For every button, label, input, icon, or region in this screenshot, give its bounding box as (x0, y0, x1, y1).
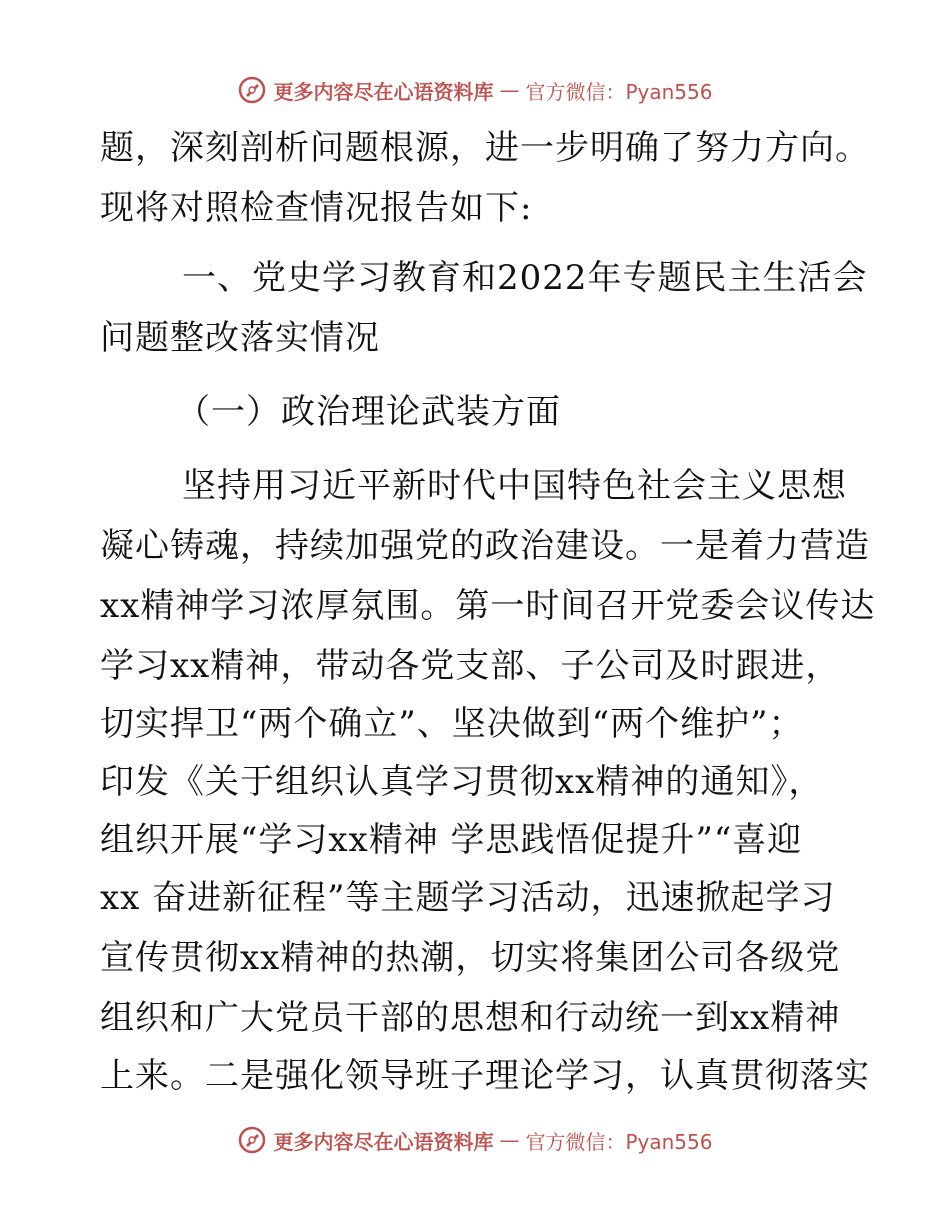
section-heading-line-1: 一、党史学习教育和2022年专题民主生活会 (182, 258, 868, 298)
header-wechat-text: 官方微信：Pyan556 (525, 79, 713, 104)
header-separator: — (499, 78, 520, 102)
body-line-12: 组织开展“学习xx精神 学思践悟促提升”“喜迎 (100, 820, 803, 860)
body-line-11: 印发《关于组织认真学习贯彻xx精神的通知》， (100, 762, 824, 802)
footer-watermark (0, 1120, 950, 1160)
section-heading-line-2: 问题整改落实情况 (100, 318, 380, 358)
body-line-2: 现将对照检查情况报告如下: (100, 188, 533, 228)
body-line-8: xx精神学习浓厚氛围。第一时间召开党委会议传达 (100, 586, 876, 626)
footer-separator: — (499, 1128, 520, 1152)
body-line-13: xx 奋进新征程”等主题学习活动，迅速掀起学习 (100, 878, 836, 918)
body-line-1: 题，深刻剖析问题根源，进一步明确了努力方向。 (100, 128, 870, 168)
header-watermark (0, 70, 950, 110)
quill-seal-logo (237, 1125, 267, 1155)
body-line-16: 上来。二是强化领导班子理论学习，认真贯彻落实 (100, 1056, 870, 1096)
footer-watermark-inner (237, 1125, 712, 1155)
quill-seal-logo (237, 75, 267, 105)
subsection-heading: （一）政治理论武装方面 (176, 392, 561, 432)
body-line-7: 凝心铸魂，持续加强党的政治建设。一是着力营造 (100, 526, 870, 566)
body-line-9: 学习xx精神，带动各党支部、子公司及时跟进， (100, 646, 841, 686)
body-line-15: 组织和广大党员干部的思想和行动统一到xx精神 (100, 998, 841, 1038)
header-site-text: 更多内容尽在心语资料库 (273, 79, 494, 104)
body-line-14: 宣传贯彻xx精神的热潮，切实将集团公司各级党 (100, 938, 841, 978)
body-line-10: 切实捍卫“两个确立”、坚决做到“两个维护”； (100, 704, 804, 744)
body-line-6: 坚持用习近平新时代中国特色社会主义思想 (182, 466, 847, 506)
header-watermark-inner (237, 75, 712, 105)
footer-site-text: 更多内容尽在心语资料库 (273, 1129, 494, 1154)
footer-wechat-text: 官方微信：Pyan556 (525, 1129, 713, 1154)
